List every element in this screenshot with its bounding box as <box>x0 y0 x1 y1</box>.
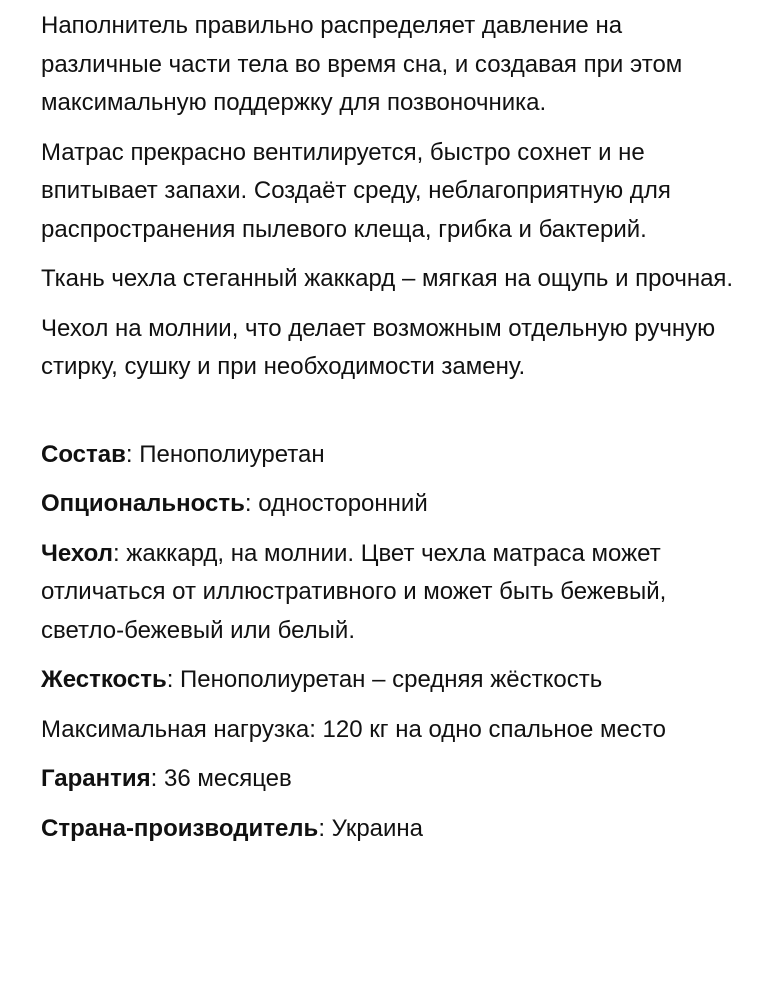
spec-sidedness <box>41 485 741 524</box>
paragraph-zipper-cover: Чехол на молнии, что делает возможным отдельную ручную стирку, сушку и при необходимости замену. <box>41 314 716 380</box>
spec-max-load: Максимальная нагрузка: 120 кг на одно спальное место <box>41 715 666 743</box>
spec-firmness-value: : Пенополиуретан – средняя жёсткость <box>166 666 603 693</box>
spec-firmness-label: Жесткость <box>41 666 167 693</box>
paragraph-fabric: Ткань чехла стеганный жаккард – мягкая на ощупь и прочная. <box>41 265 734 292</box>
spec-sidedness-label: Опциональность <box>41 490 245 517</box>
spec-cover <box>41 535 741 651</box>
spec-country-value: : Украина <box>318 814 424 842</box>
spec-warranty-value: : 36 месяцев <box>150 765 292 792</box>
spec-cover-label: Чехол <box>41 539 113 567</box>
spec-cover-value: : жаккард, на молнии. Цвет чехла матраса может отличаться от иллюстративного и может быть бежевый, светло-бежевый или белый. <box>41 539 667 644</box>
paragraph-filler: Наполнитель правильно распределяет давление на различные части тела во время сна, и создавая при этом максимальную поддержку для позвоночника. <box>41 12 683 116</box>
paragraph-ventilation: Матрас прекрасно вентилируется, быстро сохнет и не впитывает запахи. Создаёт среду, неблагоприятную для распространения пылевого клеща, грибка и бактерий. <box>41 138 671 243</box>
spec-country-label: Страна-производитель <box>41 814 319 842</box>
spec-composition-label: Состав <box>41 440 126 468</box>
spec-warranty-label: Гарантия <box>41 765 151 792</box>
spacer <box>41 398 741 436</box>
spec-warranty <box>41 760 741 799</box>
spec-firmness <box>41 661 741 700</box>
spec-composition-value: : Пенополиуретан <box>125 440 325 468</box>
spec-sidedness-value: : односторонний <box>244 490 428 517</box>
product-description <box>41 7 741 859</box>
spec-composition <box>41 436 741 475</box>
spec-country <box>41 810 741 849</box>
